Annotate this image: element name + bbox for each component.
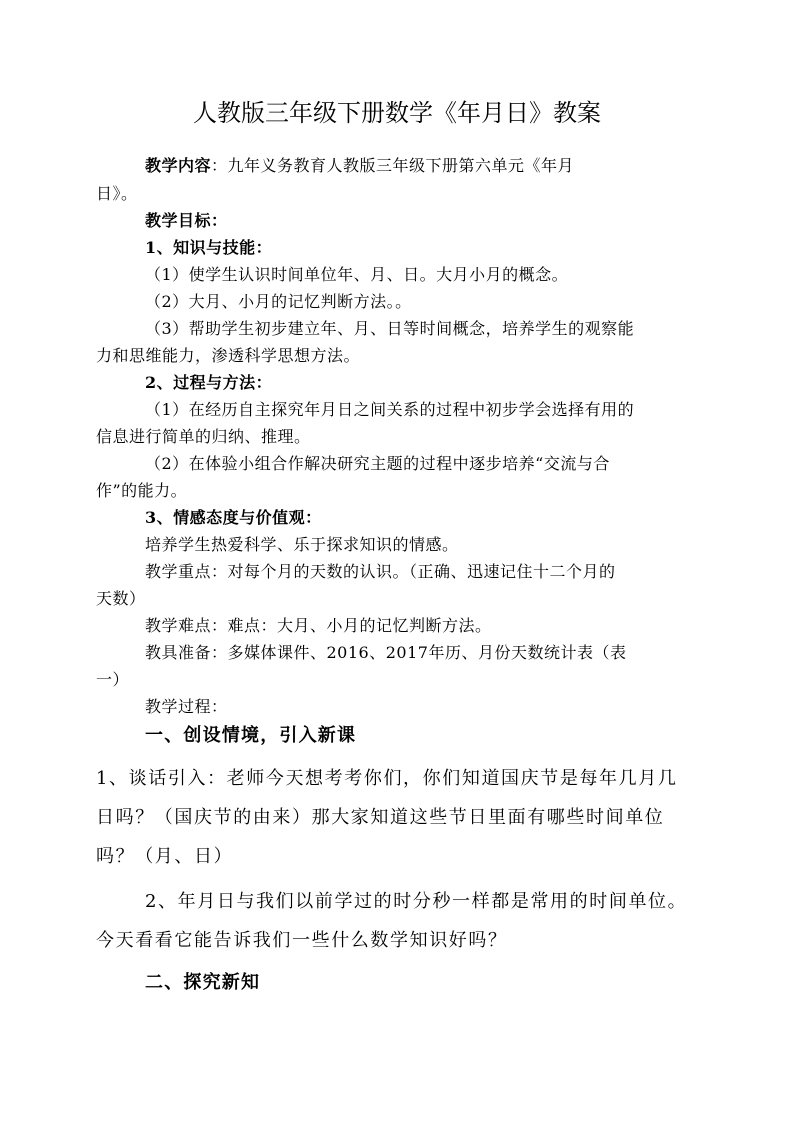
document-title: 人教版三年级下册数学《年月日》教案 bbox=[193, 99, 601, 127]
content-text: ：九年义务教育人教版三年级下册第六单元《年月 bbox=[211, 156, 575, 175]
key-point-line2: 天数） bbox=[96, 589, 146, 608]
materials-line1: 教具准备：多媒体课件、2016、2017年历、月份天数统计表（表 bbox=[145, 643, 627, 662]
section1-heading: 一、创设情境，引入新课 bbox=[145, 725, 357, 746]
goal1-item1: （1）使学生认识时间单位年、月、日。大月小月的概念。 bbox=[145, 265, 569, 284]
difficult-point: 教学难点：难点：大月、小月的记忆判断方法。 bbox=[145, 616, 492, 635]
goal1-item3-line2: 力和思维能力，渗透科学思想方法。 bbox=[96, 346, 361, 365]
goal1-item2: （2）大月、小月的记忆判断方法。。 bbox=[145, 292, 412, 311]
goal2-item2-line2: 作”的能力。 bbox=[96, 481, 188, 500]
goals-heading: 教学目标： bbox=[145, 211, 228, 230]
goal2-heading: 2、过程与方法： bbox=[145, 373, 273, 392]
content-line-1 bbox=[145, 156, 574, 176]
goal1-heading: 1、知识与技能： bbox=[145, 238, 273, 257]
materials-line2: 一） bbox=[96, 670, 130, 689]
goal2-item2-line1: （2）在体验小组合作解决研究主题的过程中逐步培养“交流与合 bbox=[145, 454, 610, 473]
para1-line2: 日吗？（国庆节的由来）那大家知道这些节日里面有哪些时间单位 bbox=[96, 807, 665, 828]
para2-line1: 2、年月日与我们以前学过的时分秒一样都是常用的时间单位。 bbox=[145, 891, 688, 912]
content-label: 教学内容 bbox=[145, 156, 212, 175]
goal1-item3-line1: （3）帮助学生初步建立年、月、日等时间概念，培养学生的观察能 bbox=[145, 319, 635, 338]
goal2-item1-line2: 信息进行简单的归纳、推理。 bbox=[96, 427, 311, 446]
goal3-text: 培养学生热爱科学、乐于探求知识的情感。 bbox=[145, 535, 459, 554]
goal2-item1-line1: （1）在经历自主探究年月日之间关系的过程中初步学会选择有用的 bbox=[145, 400, 635, 419]
goal3-heading: 3、情感态度与价值观： bbox=[145, 508, 322, 527]
para2-line2: 今天看看它能告诉我们一些什么数学知识好吗？ bbox=[96, 930, 508, 951]
para1-line3: 吗？（月、日） bbox=[96, 846, 234, 867]
process-heading: 教学过程： bbox=[145, 697, 228, 716]
content-line-2: 日》。 bbox=[96, 184, 138, 203]
para1-line1: 1、谈话引入：老师今天想考考你们，你们知道国庆节是每年几月几 bbox=[96, 768, 678, 789]
key-point-line1: 教学重点：对每个月的天数的认识。（正确、迅速记住十二个月的 bbox=[145, 562, 616, 581]
section2-heading: 二、探究新知 bbox=[145, 972, 261, 993]
